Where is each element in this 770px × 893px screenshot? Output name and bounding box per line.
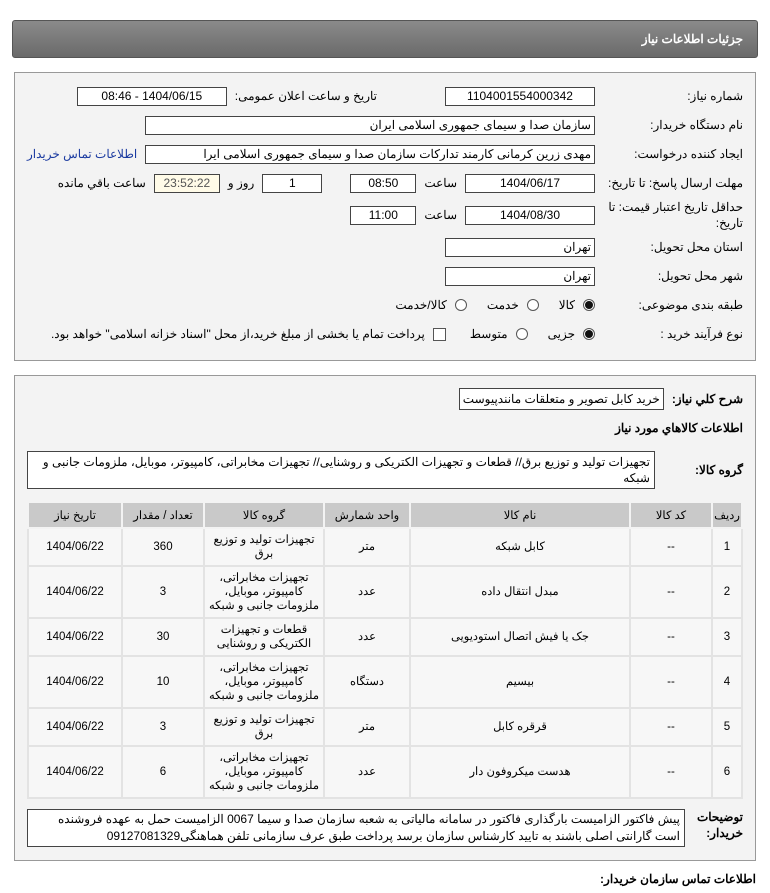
category-service-label: خدمت [486,298,519,312]
table-row [28,708,742,746]
buyer-label: نام دستگاه خریدار: [650,118,743,132]
table-row [28,566,742,618]
category-service-radio[interactable] [527,299,539,311]
col-group: گروه کالا [204,502,324,528]
province-field: تهران [445,238,595,257]
item-group: تجهیزات مخابراتی، کامپیوتر، موبایل، ملزومات جانبی و شبکه [204,746,324,798]
item-quantity: 6 [122,746,204,798]
item-group: تجهیزات مخابراتی، کامپیوتر، موبایل، ملزومات جانبی و شبکه [204,566,324,618]
announce-field: 1404/06/15 - 08:46 [77,87,227,106]
item-name: هدست میکروفون دار [410,746,630,798]
category-goods-service-radio[interactable] [455,299,467,311]
remaining-label: ساعت باقي مانده [57,176,146,190]
process-medium-label: متوسط [469,327,508,341]
need-number-field: 1104001554000342 [445,87,595,106]
item-name: کابل شبکه [410,528,630,566]
category-goods-label: کالا [558,298,575,312]
deadline-time-field: 08:50 [350,174,416,193]
province-row [27,234,743,260]
process-minor-label: جزیی [547,327,575,341]
goods-section-title: اطلاعات کالاهاي مورد نياز [615,421,743,435]
validity-time-label: ساعت [424,208,457,222]
category-label: طبقه بندی موضوعی: [638,298,743,312]
item-quantity: 3 [122,566,204,618]
process-row [27,321,743,347]
remaining-time-field: 23:52:22 [154,174,220,193]
item-unit: متر [324,528,410,566]
need-date: 1404/06/22 [28,708,122,746]
item-unit: دستگاه [324,656,410,708]
col-row: ردیف [712,502,742,528]
item-quantity: 10 [122,656,204,708]
deadline-label: مهلت ارسال پاسخ: تا تاریخ: [608,176,743,190]
item-name: مبدل انتقال داده [410,566,630,618]
item-code: -- [630,566,712,618]
deadline-row [27,170,743,196]
goods-group-row [27,451,743,489]
item-name: قرقره کابل [410,708,630,746]
need-date: 1404/06/22 [28,618,122,656]
goods-panel [14,375,756,861]
item-unit: عدد [324,566,410,618]
need-date: 1404/06/22 [28,656,122,708]
row-number: 5 [712,708,742,746]
need-date: 1404/06/22 [28,746,122,798]
item-group: تجهیزات تولید و توزیع برق [204,708,324,746]
table-row [28,528,742,566]
item-name: جک یا فیش اتصال استودیویی [410,618,630,656]
need-number-label: شماره نیاز: [687,89,743,103]
row-number: 2 [712,566,742,618]
city-row [27,263,743,289]
validity-row [27,199,743,231]
table-header-row [28,502,742,528]
item-unit: عدد [324,746,410,798]
days-label: روز و [227,176,255,190]
deadline-date-field: 1404/06/17 [465,174,595,193]
col-name: نام کالا [410,502,630,528]
process-medium-radio[interactable] [516,328,528,340]
item-group: قطعات و تجهیزات الکتریکی و روشنایی [204,618,324,656]
creator-field: مهدی زرین کرمانی کارمند تدارکات سازمان صدا و سیمای جمهوری اسلامی ایرا [145,145,595,164]
days-field: 1 [262,174,322,193]
item-unit: عدد [324,618,410,656]
category-goods-service-label: کالا/خدمت [395,298,447,312]
validity-time-field: 11:00 [350,206,416,225]
col-code: کد کالا [630,502,712,528]
item-code: -- [630,618,712,656]
item-name: بیسیم [410,656,630,708]
item-code: -- [630,656,712,708]
buyer-contact-link[interactable]: اطلاعات تماس خریدار [27,147,138,161]
row-number: 4 [712,656,742,708]
goods-title-row [27,415,743,441]
col-qty: تعداد / مقدار [122,502,204,528]
item-group: تجهیزات تولید و توزیع برق [204,528,324,566]
buyer-row [27,112,743,138]
item-quantity: 30 [122,618,204,656]
item-code: -- [630,708,712,746]
treasury-payment-label: پرداخت تمام یا بخشی از مبلغ خرید،از محل "اسناد خزانه اسلامی" خواهد بود. [50,327,425,341]
need-date: 1404/06/22 [28,566,122,618]
validity-date-field: 1404/08/30 [465,206,595,225]
table-row [28,746,742,798]
category-row [27,292,743,318]
buyer-field: سازمان صدا و سیمای جمهوری اسلامی ایران [145,116,595,135]
item-unit: متر [324,708,410,746]
summary-field: خرید کابل تصویر و متعلقات مانندپیوست [459,388,664,410]
treasury-payment-checkbox[interactable] [433,328,446,341]
table-row [28,656,742,708]
city-label: شهر محل تحویل: [657,269,743,283]
announce-label: تاریخ و ساعت اعلان عمومی: [234,89,377,103]
notes-row [27,809,743,847]
province-label: استان محل تحویل: [650,240,743,254]
city-field: تهران [445,267,595,286]
page-header [12,20,758,58]
need-details-panel [14,72,756,361]
item-quantity: 3 [122,708,204,746]
item-code: -- [630,528,712,566]
notes-field: پیش فاکتور الزامیست بارگذاری فاکتور در سامانه مالیاتی به شعبه سازمان صدا و سیما 0067 الزامیست حمل به عهده فروشنده است گارانتی اصلی باشند به تایید کارشناس سازمان برسد پرداخت طبق عرف سازمانی تلفن هماهنگی09127081329 [27,809,685,847]
creator-label: ایجاد کننده درخواست: [634,147,743,161]
goods-table [27,501,743,799]
process-minor-radio[interactable] [583,328,595,340]
buyer-contact-title: اطلاعات تماس سازمان خریدار: [600,872,756,886]
goods-group-label: گروه کالا: [695,463,743,477]
item-code: -- [630,746,712,798]
need-date: 1404/06/22 [28,528,122,566]
goods-group-field: تجهیزات تولید و توزیع برق// قطعات و تجهیزات الکتریکی و روشنایی// تجهیزات مخابراتی، کامپیوتر، موبایل، ملزومات جانبی و شبکه [27,451,655,489]
col-date: تاریخ نیاز [28,502,122,528]
table-row [28,618,742,656]
row-number: 1 [712,528,742,566]
item-group: تجهیزات مخابراتی، کامپیوتر، موبایل، ملزومات جانبی و شبکه [204,656,324,708]
notes-label: توضیحات خریدار: [696,810,743,840]
creator-row [27,141,743,167]
process-label: نوع فرآیند خرید : [660,327,743,341]
validity-label: حداقل تاریخ اعتبار قیمت: تا تاریخ: [608,200,743,230]
need-number-row [27,83,743,109]
col-unit: واحد شمارش [324,502,410,528]
item-quantity: 360 [122,528,204,566]
summary-row [27,386,743,412]
summary-label: شرح کلي نياز: [671,392,743,406]
row-number: 3 [712,618,742,656]
category-goods-radio[interactable] [583,299,595,311]
row-number: 6 [712,746,742,798]
page-title: جزئیات اطلاعات نیاز [641,32,743,46]
deadline-time-label: ساعت [424,176,457,190]
